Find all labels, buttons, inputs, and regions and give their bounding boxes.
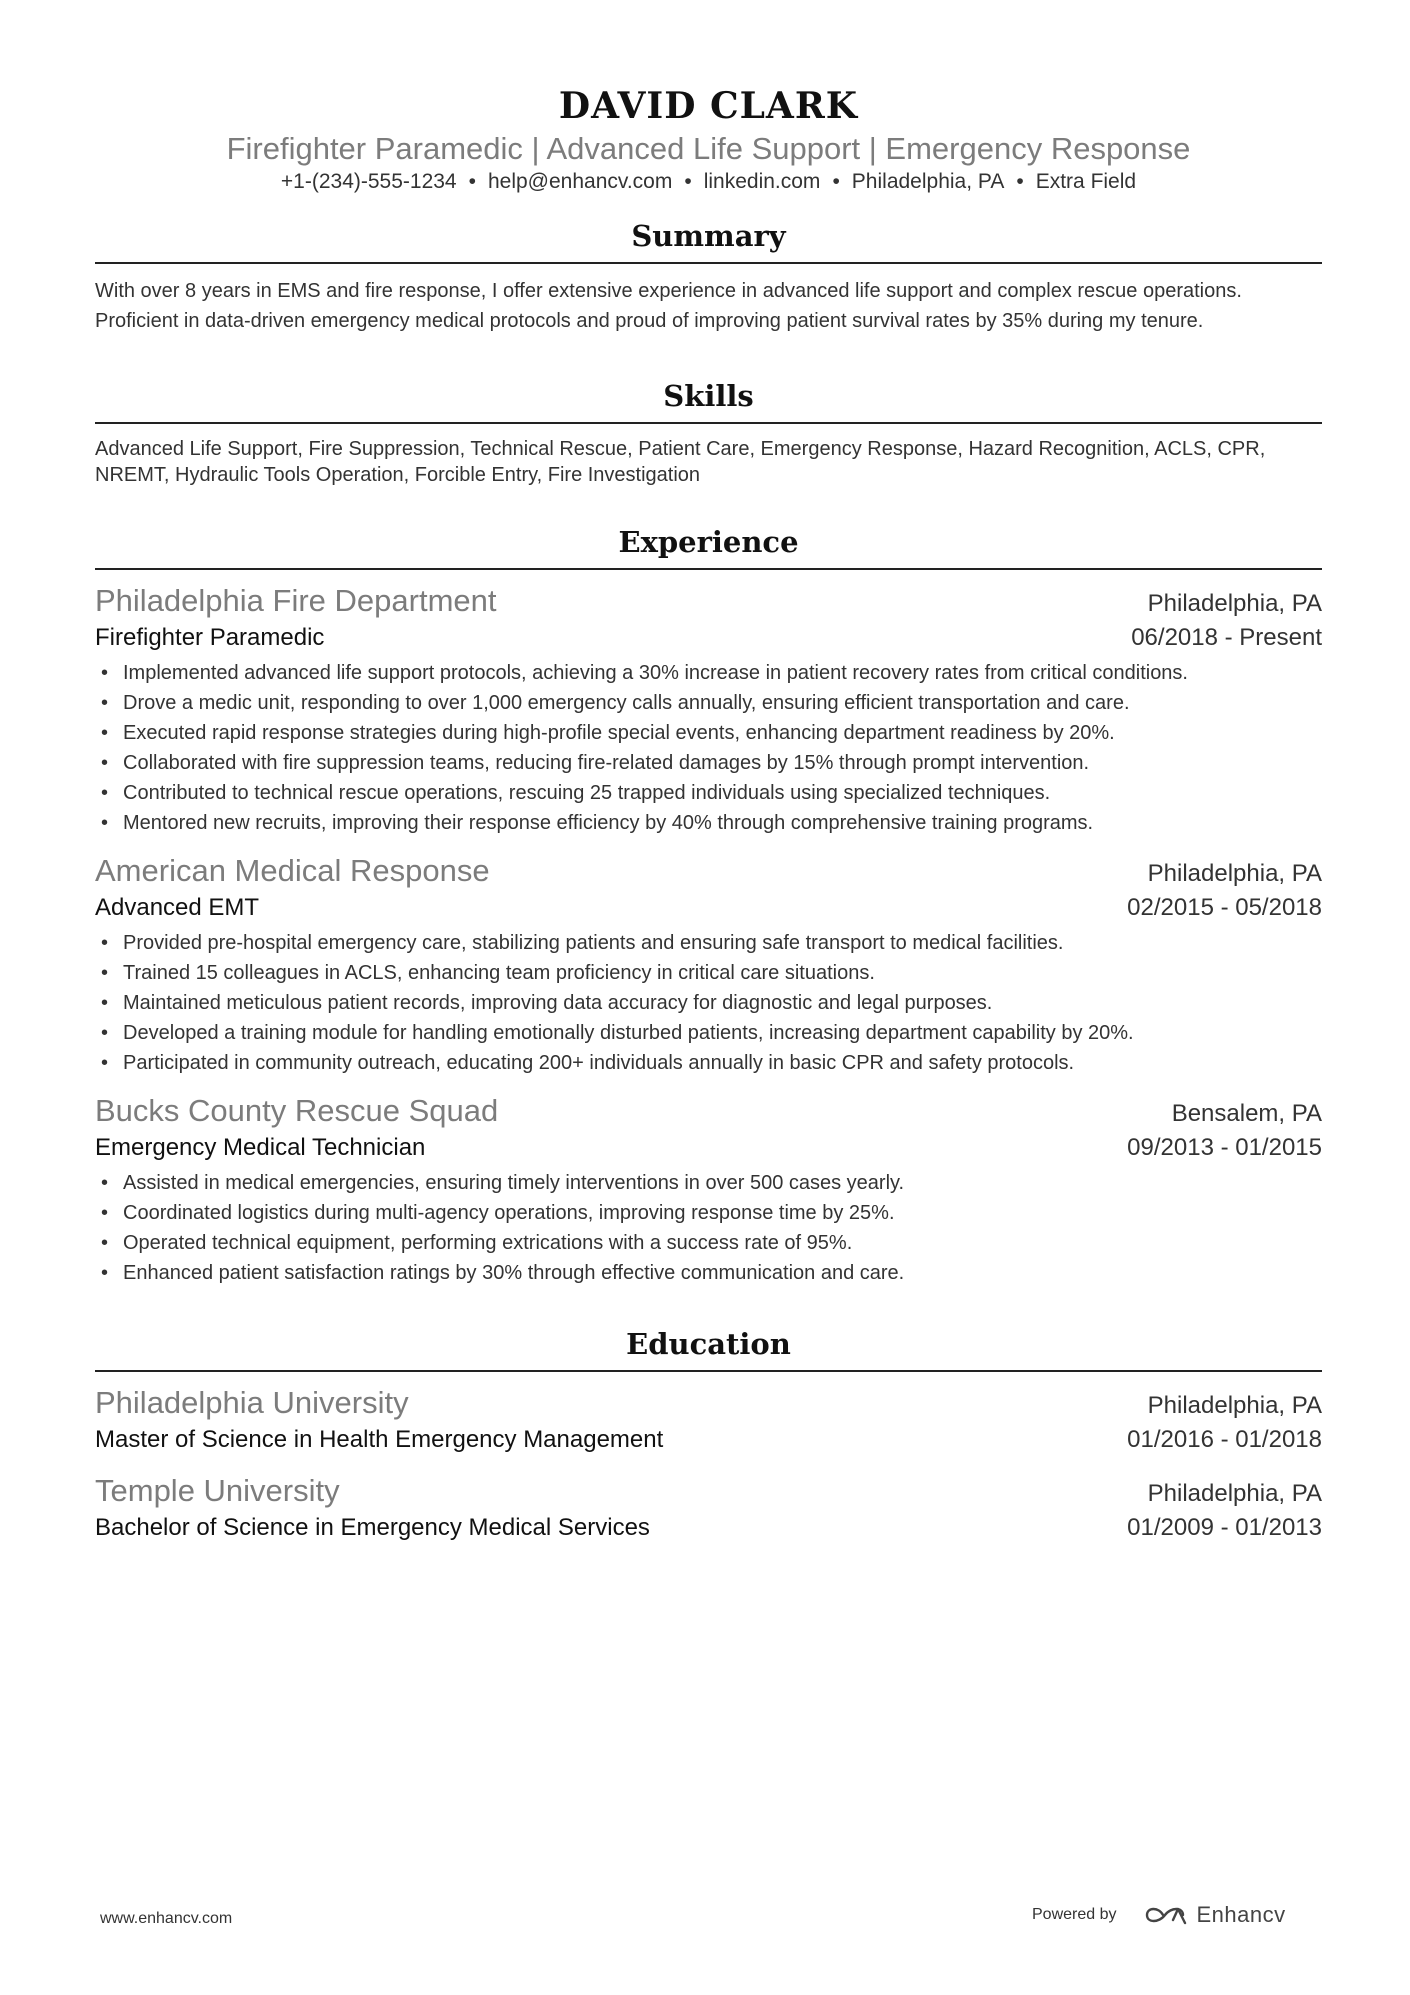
bullet-separator: •	[832, 170, 840, 193]
degree-name: Master of Science in Health Emergency Management	[95, 1426, 664, 1453]
achievement-item: • Maintained meticulous patient records, improving data accuracy for diagnostic and legal purposes.	[123, 988, 1322, 1018]
achievement-item: • Participated in community outreach, educating 200+ individuals annually in basic CPR and safety protocols.	[123, 1048, 1322, 1078]
candidate-name: DAVID CLARK	[558, 85, 859, 127]
contact-phone: +1-(234)-555-1234	[280, 170, 457, 193]
summary-heading: Summary	[631, 219, 786, 253]
experience-entry	[95, 582, 1322, 838]
summary-text: With over 8 years in EMS and fire response, I offer extensive experience in advanced life support and complex rescue operations. Proficient in data-driven emergency medical protocols and proud of improving patient survival rates by 35% during my tenure.	[95, 280, 1242, 332]
education-heading: Education	[626, 1327, 791, 1361]
job-dates: 06/2018 - Present	[1131, 624, 1322, 651]
bullet-separator: •	[684, 170, 692, 193]
section-divider	[95, 1370, 1322, 1372]
achievement-list	[95, 1168, 1322, 1288]
school-location: Philadelphia, PA	[1147, 1480, 1322, 1507]
achievement-item: • Coordinated logistics during multi-agency operations, improving response time by 25%.	[123, 1198, 1322, 1228]
footer-website[interactable]: www.enhancv.com	[100, 1910, 233, 1927]
skills-section	[95, 376, 1322, 488]
experience-section	[95, 522, 1322, 1288]
contact-location: Philadelphia, PA	[851, 170, 1005, 193]
job-dates: 09/2013 - 01/2015	[1127, 1134, 1322, 1161]
achievement-item: • Trained 15 colleagues in ACLS, enhancing team proficiency in critical care situations.	[123, 958, 1322, 988]
achievement-list	[95, 658, 1322, 838]
school-name: Philadelphia University	[95, 1385, 409, 1420]
skills-text: Advanced Life Support, Fire Suppression, Technical Rescue, Patient Care, Emergency Response, Hazard Recognition, ACLS, CPR, NREMT, Hydraulic Tools Operation, Forcible Entry, Fire Investigation	[95, 438, 1266, 486]
school-location: Philadelphia, PA	[1147, 1392, 1322, 1419]
education-entry	[95, 1384, 1322, 1458]
employer-location: Philadelphia, PA	[1147, 860, 1322, 887]
achievement-item: • Developed a training module for handling emotionally disturbed patients, increasing department capability by 20%.	[123, 1018, 1322, 1048]
achievement-item: • Implemented advanced life support protocols, achieving a 30% increase in patient recovery rates from critical conditions.	[123, 658, 1322, 688]
achievement-item: • Assisted in medical emergencies, ensuring timely interventions in over 500 cases yearly.	[123, 1168, 1322, 1198]
bullet-separator: •	[468, 170, 476, 193]
contact-extra-field: Extra Field	[1035, 170, 1137, 193]
contact-line	[95, 168, 1322, 196]
school-name: Temple University	[95, 1473, 340, 1508]
section-divider	[95, 568, 1322, 570]
section-divider	[95, 262, 1322, 264]
enhancv-logo-icon	[1143, 1904, 1189, 1926]
achievement-item: • Collaborated with fire suppression teams, reducing fire-related damages by 15% through prompt intervention.	[123, 748, 1322, 778]
achievement-item: • Contributed to technical rescue operations, rescuing 25 trapped individuals using specialized techniques.	[123, 778, 1322, 808]
resume-page	[95, 0, 1322, 1546]
education-section	[95, 1324, 1322, 1546]
job-title: Advanced EMT	[95, 894, 260, 921]
enhancv-brand-name: Enhancv	[1196, 1902, 1286, 1927]
achievement-item: • Enhanced patient satisfaction ratings by 30% through effective communication and care.	[123, 1258, 1322, 1288]
candidate-title: Firefighter Paramedic | Advanced Life Support | Emergency Response	[226, 131, 1191, 166]
skills-heading: Skills	[663, 379, 754, 413]
experience-entry	[95, 1092, 1322, 1288]
achievement-item: • Executed rapid response strategies during high-profile special events, enhancing department readiness by 20%.	[123, 718, 1322, 748]
education-entry	[95, 1472, 1322, 1546]
employer-name: Philadelphia Fire Department	[95, 583, 497, 618]
employer-location: Bensalem, PA	[1171, 1100, 1322, 1127]
education-dates: 01/2016 - 01/2018	[1127, 1426, 1322, 1453]
resume-header	[95, 0, 1322, 196]
job-dates: 02/2015 - 05/2018	[1127, 894, 1322, 921]
achievement-item: • Operated technical equipment, performing extrications with a success rate of 95%.	[123, 1228, 1322, 1258]
achievement-list	[95, 928, 1322, 1078]
employer-location: Philadelphia, PA	[1147, 590, 1322, 617]
experience-heading: Experience	[618, 525, 799, 559]
degree-name: Bachelor of Science in Emergency Medical Services	[95, 1514, 650, 1541]
footer-branding	[1032, 1902, 1286, 1928]
powered-by-label: Powered by	[1032, 1906, 1117, 1923]
experience-entry	[95, 852, 1322, 1078]
job-title: Firefighter Paramedic	[95, 624, 325, 651]
achievement-item: • Mentored new recruits, improving their response efficiency by 40% through comprehensive training programs.	[123, 808, 1322, 838]
employer-name: American Medical Response	[95, 853, 490, 888]
section-divider	[95, 422, 1322, 424]
job-title: Emergency Medical Technician	[95, 1134, 426, 1161]
education-dates: 01/2009 - 01/2013	[1127, 1514, 1322, 1541]
achievement-item: • Provided pre-hospital emergency care, stabilizing patients and ensuring safe transport to medical facilities.	[123, 928, 1322, 958]
bullet-separator: •	[1016, 170, 1024, 193]
achievement-item: • Drove a medic unit, responding to over 1,000 emergency calls annually, ensuring efficient transportation and care.	[123, 688, 1322, 718]
summary-section	[95, 216, 1322, 336]
contact-linkedin[interactable]: linkedin.com	[703, 170, 821, 193]
contact-email[interactable]: help@enhancv.com	[487, 170, 673, 193]
employer-name: Bucks County Rescue Squad	[95, 1093, 499, 1128]
